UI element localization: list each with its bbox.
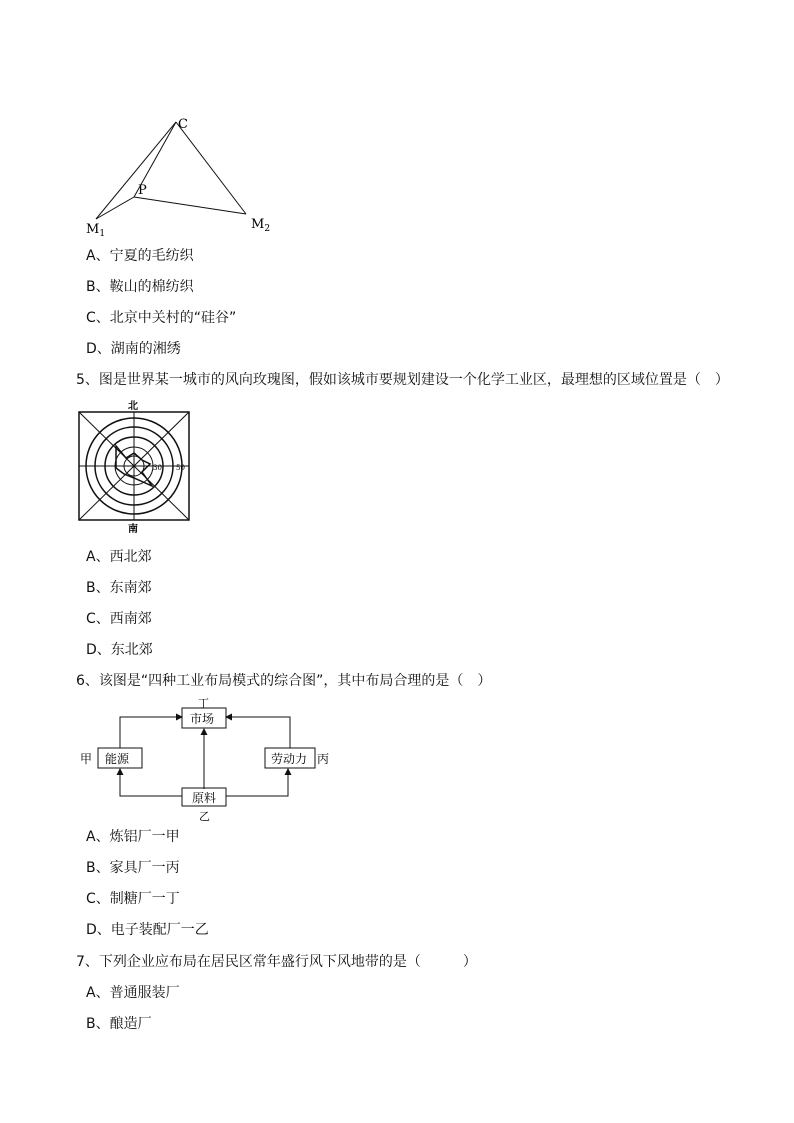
edge-c-m2: [176, 122, 246, 214]
tag-jia: 甲: [80, 752, 93, 766]
tag-bing: 丙: [317, 752, 330, 766]
label-m1: $M_1$: [86, 222, 106, 238]
q5-option-b: B、东南郊: [86, 580, 152, 596]
q7-option-a: A、普通服装厂: [86, 985, 180, 1001]
q4-option-c: C、北京中关村的“硅谷”: [86, 310, 237, 326]
q6-option-c: C、制糖厂一丁: [86, 891, 180, 907]
q6-option-b: B、家具厂一丙: [86, 860, 180, 876]
industry-layout-figure: [78, 698, 342, 824]
tag-ding: 丁: [198, 698, 209, 710]
edge-c-m1: [96, 122, 176, 219]
edge-p-m2: [134, 197, 246, 214]
q5-option-a: A、西北郊: [86, 549, 152, 565]
q6-option-d: D、电子装配厂一乙: [86, 922, 209, 938]
label-p: P: [138, 183, 147, 198]
q4-option-d: D、湖南的湘绣: [86, 341, 181, 357]
q7-stem: 7、下列企业应布局在居民区常年盛行风下风地带的是（ ）: [76, 954, 477, 970]
q5-stem: 5、图是世界某一城市的风向玫瑰图，假如该城市要规划建设一个化学工业区，最理想的区域位置是（ ）: [76, 372, 729, 388]
edge-m1-p: [96, 197, 134, 219]
wind-rose-tick-30: 30: [153, 464, 162, 472]
label-c: C: [178, 117, 188, 132]
box-energy-label: 能源: [105, 752, 130, 766]
wind-rose-south-label: 南: [128, 524, 138, 535]
q4-option-b: B、鞍山的棉纺织: [86, 279, 194, 295]
label-m2: $M_2$: [251, 217, 271, 234]
wind-rose-figure: [76, 398, 194, 536]
triangle-figure: [84, 112, 284, 238]
q4-option-a: A、宁夏的毛纺织: [86, 248, 194, 264]
box-labor-label: 劳动力: [271, 752, 308, 766]
q5-option-c: C、西南郊: [86, 611, 152, 627]
wind-rose-tick-50: 50: [176, 464, 185, 472]
box-raw-label: 原料: [192, 791, 217, 805]
q5-option-d: D、东北郊: [86, 642, 153, 658]
tag-yi: 乙: [199, 810, 210, 823]
q6-option-a: A、炼铝厂一甲: [86, 829, 180, 845]
q7-option-b: B、酿造厂: [86, 1016, 152, 1032]
wind-rose-north-label: 北: [128, 401, 138, 412]
q6-stem: 6、该图是“四种工业布局模式的综合图”，其中布局合理的是（ ）: [76, 673, 492, 689]
box-market-label: 市场: [190, 712, 215, 726]
